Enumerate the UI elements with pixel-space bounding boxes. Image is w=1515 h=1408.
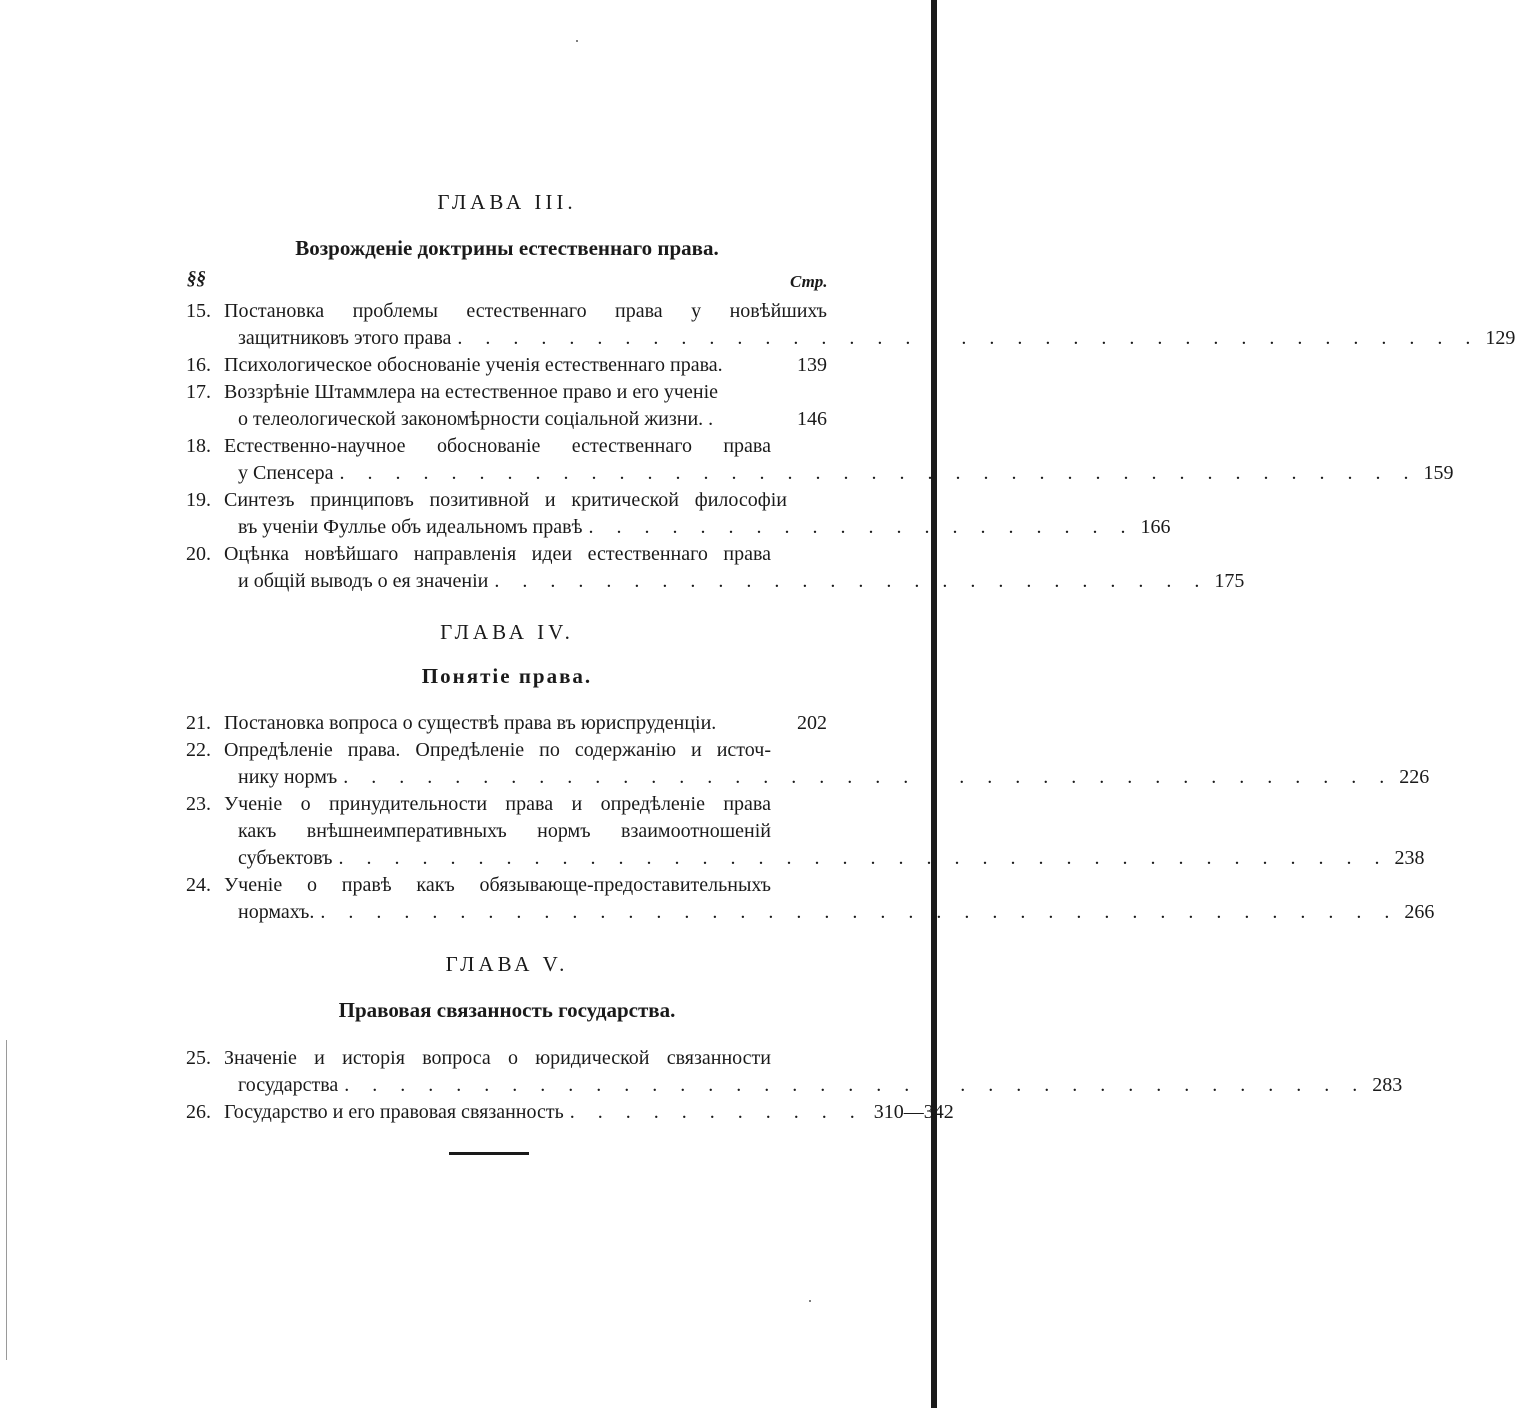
- toc-entry[interactable]: [186, 352, 827, 379]
- entry-number: 26.: [186, 1101, 211, 1123]
- chapter-3-label: ГЛАВА III.: [437, 190, 577, 214]
- entry-title-cont: у Спенсера: [238, 462, 334, 484]
- binding-shadow: [6, 1040, 7, 1360]
- entry-number: 20.: [186, 543, 211, 565]
- entry-page: 202: [797, 712, 827, 734]
- scan-speck: [576, 40, 578, 42]
- entry-page: 139: [797, 354, 827, 376]
- leader-dots: . . . . . . . . . . . . . . . . . . . . . . . . . . . . . . . . . . . . .: [344, 1074, 1367, 1096]
- entry-page: 266: [1404, 901, 1435, 923]
- scan-speck: [809, 1300, 811, 1302]
- leader-dots: . . . . . . . . . . .: [569, 1101, 864, 1123]
- chapter-5-title: Правовая связанность государства.: [338, 998, 676, 1022]
- entry-page: 310—342: [873, 1101, 954, 1123]
- entry-title: Естественно-научное обоснованіе естественнаго права: [224, 435, 771, 457]
- entry-number: 22.: [186, 739, 211, 761]
- entry-title-cont: какъ внѣшнеимперативныхъ нормъ взаимоотношеній: [238, 820, 771, 842]
- toc-entry[interactable]: [186, 710, 827, 737]
- entry-title: Постановка проблемы естественнаго права у новѣйшихъ: [224, 300, 827, 322]
- page-column-header: Стр.: [790, 272, 828, 291]
- entry-title: Значеніе и исторія вопроса о юридической связанности: [224, 1047, 771, 1069]
- entry-page: 175: [1214, 570, 1245, 592]
- entry-title-cont: нику нормъ: [238, 766, 338, 788]
- entry-number: 24.: [186, 874, 211, 896]
- entry-number: 19.: [186, 489, 211, 511]
- entry-title: Опредѣленіе права. Опредѣленіе по содержанію и источ-: [224, 739, 771, 761]
- toc-entry[interactable]: [186, 541, 1245, 595]
- toc-entry[interactable]: [186, 298, 1515, 352]
- chapter-4-title: Понятіе права.: [421, 664, 593, 688]
- toc-entry[interactable]: [186, 872, 1435, 926]
- entry-page: 129: [1485, 327, 1515, 349]
- closing-rule: [449, 1152, 529, 1155]
- entry-title: Синтезъ принциповъ позитивной и критической философіи: [224, 489, 787, 511]
- entry-page: 283: [1372, 1074, 1403, 1096]
- leader-dots: . . . . . . . . . . . . . . . . . . . .: [588, 516, 1135, 538]
- entry-title: Государство и его правовая связанность: [224, 1101, 564, 1123]
- section-sign: §§: [187, 268, 206, 289]
- leader-dots: . . . . . . . . . . . . . . . . . . . . . . . . . . . . . . . . . . . . . .: [338, 847, 1389, 869]
- entry-title-cont: нормахъ.: [238, 901, 315, 923]
- entry-title: Оцѣнка новѣйшаго направленія идеи естественнаго права: [224, 543, 771, 565]
- toc-entry[interactable]: [186, 487, 1171, 541]
- entry-title-cont: государства: [238, 1074, 339, 1096]
- entry-title: Воззрѣніе Штаммлера на естественное право и его ученіе: [224, 381, 719, 403]
- entry-number: 15.: [186, 300, 211, 322]
- toc-entry[interactable]: [186, 379, 827, 433]
- leader-dots: . . . . . . . . . . . . . . . . . . . . . . . . . . . . . . . . . . . . . . .: [339, 462, 1418, 484]
- entry-page: 166: [1140, 516, 1171, 538]
- toc-entry[interactable]: [186, 737, 1430, 791]
- toc-entry[interactable]: [186, 1045, 1403, 1099]
- entry-title: Постановка вопроса о существѣ права въ юриспруденціи.: [224, 712, 717, 734]
- entry-title-cont: и общій выводъ о ея значеніи: [238, 570, 489, 592]
- entry-number: 16.: [186, 354, 211, 376]
- entry-title: Ученіе о принудительности права и опредѣленіе права: [224, 793, 771, 815]
- entry-number: 18.: [186, 435, 211, 457]
- chapter-4-label: ГЛАВА IV.: [440, 620, 574, 644]
- entry-title-cont: защитниковъ этого права: [238, 327, 452, 349]
- entry-page: 226: [1399, 766, 1430, 788]
- entry-number: 25.: [186, 1047, 211, 1069]
- entry-title-cont: о телеологической закономѣрности соціальной жизни. .: [238, 408, 714, 430]
- entry-number: 21.: [186, 712, 211, 734]
- chapter-3-title: Возрожденіе доктрины естественнаго права.: [295, 236, 719, 260]
- leader-dots: . . . . . . . . . . . . . . . . . . . . . . . . . . . . . . . . . . . . .: [457, 327, 1480, 349]
- entry-page: 146: [797, 408, 827, 430]
- leader-dots: . . . . . . . . . . . . . . . . . . . . . . . . . . . . . . . . . . . . . . .: [320, 901, 1399, 923]
- toc-entry[interactable]: [186, 791, 1425, 872]
- entry-page: 238: [1394, 847, 1425, 869]
- leader-dots: . . . . . . . . . . . . . . . . . . . . . . . . . .: [494, 570, 1209, 592]
- toc-entry[interactable]: [186, 433, 1454, 487]
- entry-page: 159: [1423, 462, 1454, 484]
- entry-title: Ученіе о правѣ какъ обязывающе-предоставительныхъ: [224, 874, 771, 896]
- entry-title-cont: въ ученіи Фуллье объ идеальномъ правѣ: [238, 516, 583, 538]
- entry-title-cont: субъектовъ: [238, 847, 333, 869]
- leader-dots: . . . . . . . . . . . . . . . . . . . . . . . . . . . . . . . . . . . . . .: [343, 766, 1394, 788]
- entry-number: 23.: [186, 793, 211, 815]
- entry-number: 17.: [186, 381, 211, 403]
- toc-entry[interactable]: [186, 1099, 954, 1126]
- chapter-5-label: ГЛАВА V.: [445, 952, 569, 976]
- entry-title: Психологическое обоснованіе ученія естественнаго права.: [224, 354, 723, 376]
